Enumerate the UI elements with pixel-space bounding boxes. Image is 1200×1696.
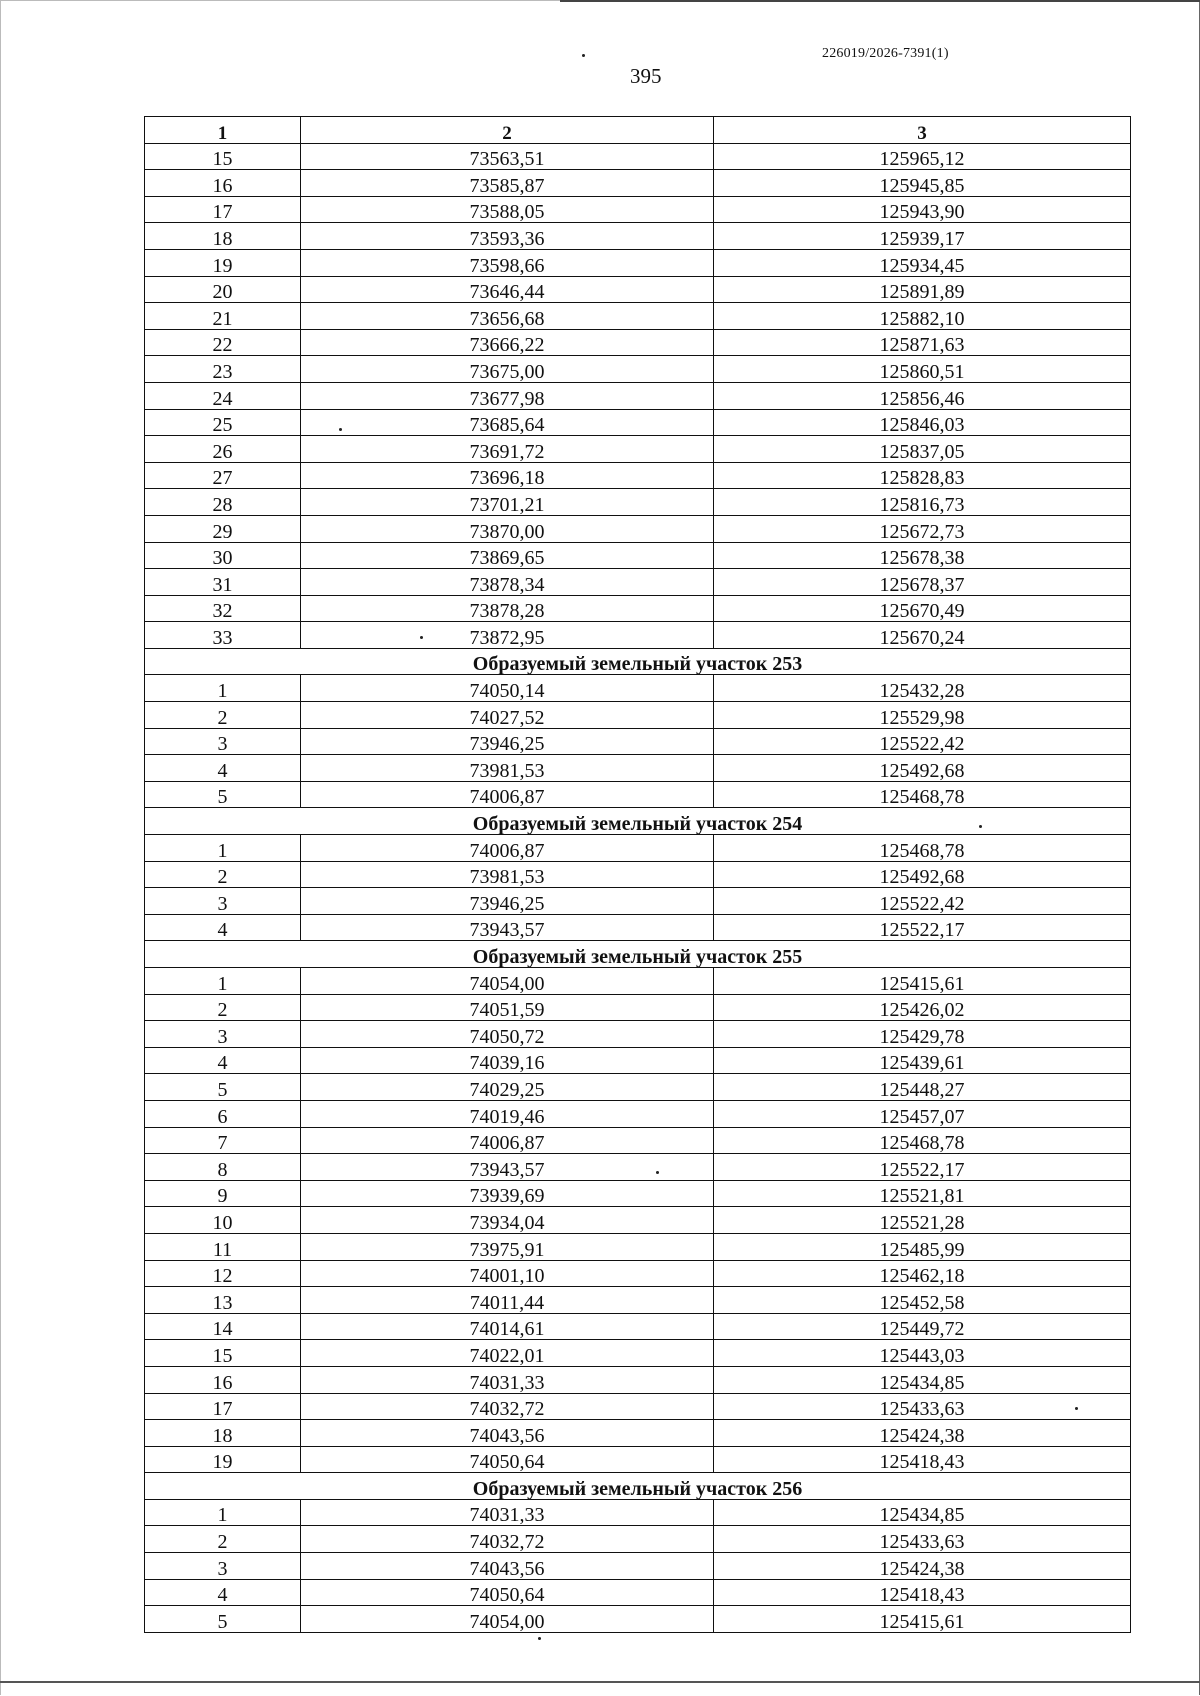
- coordinate-x-cell: 73696,18: [301, 462, 714, 489]
- table-row: [145, 223, 1131, 250]
- coordinate-y-cell: 125816,73: [714, 489, 1131, 516]
- coordinate-x-cell: 73878,28: [301, 595, 714, 622]
- point-number-cell: 23: [145, 356, 301, 383]
- scan-speck: [538, 1637, 541, 1640]
- table-row: [145, 1446, 1131, 1473]
- scan-bottom-edge: [0, 1681, 1200, 1683]
- coordinate-x-cell: 74027,52: [301, 702, 714, 729]
- coordinate-y-cell: 125943,90: [714, 196, 1131, 223]
- point-number-cell: 1: [145, 1499, 301, 1526]
- table-row: [145, 1180, 1131, 1207]
- coordinate-x-cell: 73593,36: [301, 223, 714, 250]
- section-header-row: [145, 1473, 1131, 1500]
- coordinate-y-cell: 125672,73: [714, 515, 1131, 542]
- coordinate-x-cell: 73701,21: [301, 489, 714, 516]
- point-number-cell: 16: [145, 1366, 301, 1393]
- table-row: [145, 1579, 1131, 1606]
- coordinate-x-cell: 74014,61: [301, 1313, 714, 1340]
- coordinate-y-cell: 125462,18: [714, 1260, 1131, 1287]
- table-row: [145, 515, 1131, 542]
- coordinate-y-cell: 125882,10: [714, 303, 1131, 330]
- point-number-cell: 4: [145, 914, 301, 941]
- table-row: [145, 755, 1131, 782]
- coordinate-x-cell: 74006,87: [301, 835, 714, 862]
- coordinate-y-cell: 125415,61: [714, 1606, 1131, 1633]
- table-row: [145, 1233, 1131, 1260]
- table-row: [145, 1154, 1131, 1181]
- point-number-cell: 15: [145, 143, 301, 170]
- table-row: [145, 1260, 1131, 1287]
- coordinate-x-cell: 74054,00: [301, 1606, 714, 1633]
- table-row: [145, 1340, 1131, 1367]
- table-row: [145, 303, 1131, 330]
- table-header-row: [145, 117, 1131, 144]
- coordinate-y-cell: 125939,17: [714, 223, 1131, 250]
- point-number-cell: 33: [145, 622, 301, 649]
- coordinate-x-cell: 73981,53: [301, 861, 714, 888]
- coordinate-x-cell: 74031,33: [301, 1366, 714, 1393]
- table-row: [145, 542, 1131, 569]
- table-row: [145, 888, 1131, 915]
- point-number-cell: 9: [145, 1180, 301, 1207]
- point-number-cell: 6: [145, 1100, 301, 1127]
- table-row: [145, 356, 1131, 383]
- coordinate-y-cell: 125965,12: [714, 143, 1131, 170]
- coordinate-y-cell: 125856,46: [714, 382, 1131, 409]
- coordinate-y-cell: 125846,03: [714, 409, 1131, 436]
- coordinate-x-cell: 73975,91: [301, 1233, 714, 1260]
- point-number-cell: 2: [145, 994, 301, 1021]
- table-row: [145, 702, 1131, 729]
- table-row: [145, 675, 1131, 702]
- point-number-cell: 12: [145, 1260, 301, 1287]
- point-number-cell: 3: [145, 728, 301, 755]
- coordinate-x-cell: 74043,56: [301, 1553, 714, 1580]
- table-row: [145, 1366, 1131, 1393]
- coordinate-x-cell: 73878,34: [301, 569, 714, 596]
- coordinate-x-cell: 73946,25: [301, 888, 714, 915]
- point-number-cell: 15: [145, 1340, 301, 1367]
- point-number-cell: 1: [145, 968, 301, 995]
- point-number-cell: 19: [145, 1446, 301, 1473]
- coordinate-y-cell: 125449,72: [714, 1313, 1131, 1340]
- coordinate-x-cell: 73563,51: [301, 143, 714, 170]
- table-row: [145, 143, 1131, 170]
- coordinate-y-cell: 125452,58: [714, 1287, 1131, 1314]
- coordinate-x-cell: 73666,22: [301, 329, 714, 356]
- point-number-cell: 27: [145, 462, 301, 489]
- document-number: 226019/2026-7391(1): [822, 46, 949, 61]
- table-row: [145, 382, 1131, 409]
- point-number-cell: 2: [145, 861, 301, 888]
- coordinate-y-cell: 125522,17: [714, 1154, 1131, 1181]
- point-number-cell: 16: [145, 170, 301, 197]
- coordinate-y-cell: 125434,85: [714, 1366, 1131, 1393]
- table-row: [145, 622, 1131, 649]
- table-row: [145, 329, 1131, 356]
- point-number-cell: 26: [145, 436, 301, 463]
- coordinate-y-cell: 125521,81: [714, 1180, 1131, 1207]
- coordinate-x-cell: 73943,57: [301, 1154, 714, 1181]
- column-header-2: 2: [301, 117, 714, 144]
- point-number-cell: 13: [145, 1287, 301, 1314]
- point-number-cell: 8: [145, 1154, 301, 1181]
- point-number-cell: 20: [145, 276, 301, 303]
- table-row: [145, 1287, 1131, 1314]
- scan-top-edge: [560, 0, 1200, 2]
- point-number-cell: 17: [145, 196, 301, 223]
- coordinate-x-cell: 74050,64: [301, 1446, 714, 1473]
- point-number-cell: 3: [145, 1021, 301, 1048]
- coordinate-x-cell: 73598,66: [301, 249, 714, 276]
- coordinate-y-cell: 125424,38: [714, 1420, 1131, 1447]
- coordinate-y-cell: 125934,45: [714, 249, 1131, 276]
- point-number-cell: 4: [145, 755, 301, 782]
- coordinate-x-cell: 73685,64: [301, 409, 714, 436]
- point-number-cell: 24: [145, 382, 301, 409]
- coordinate-y-cell: 125468,78: [714, 1127, 1131, 1154]
- coordinate-y-cell: 125891,89: [714, 276, 1131, 303]
- table-row: [145, 1207, 1131, 1234]
- coordinate-x-cell: 74032,72: [301, 1393, 714, 1420]
- section-title: Образуемый земельный участок 255: [145, 941, 1131, 968]
- point-number-cell: 28: [145, 489, 301, 516]
- coordinate-x-cell: 73981,53: [301, 755, 714, 782]
- coordinate-x-cell: 73675,00: [301, 356, 714, 383]
- point-number-cell: 5: [145, 1606, 301, 1633]
- coordinate-y-cell: 125529,98: [714, 702, 1131, 729]
- table-row: [145, 914, 1131, 941]
- coordinate-x-cell: 73585,87: [301, 170, 714, 197]
- table-row: [145, 170, 1131, 197]
- coordinate-y-cell: 125871,63: [714, 329, 1131, 356]
- table-row: [145, 1047, 1131, 1074]
- table-row: [145, 1313, 1131, 1340]
- table-row: [145, 1420, 1131, 1447]
- point-number-cell: 32: [145, 595, 301, 622]
- coordinate-y-cell: 125457,07: [714, 1100, 1131, 1127]
- page-number: 395: [630, 64, 662, 88]
- point-number-cell: 3: [145, 1553, 301, 1580]
- section-header-row: [145, 808, 1131, 835]
- coordinate-x-cell: 74001,10: [301, 1260, 714, 1287]
- coordinate-x-cell: 74050,14: [301, 675, 714, 702]
- coordinate-x-cell: 74031,33: [301, 1499, 714, 1526]
- point-number-cell: 17: [145, 1393, 301, 1420]
- coordinate-x-cell: 74032,72: [301, 1526, 714, 1553]
- coordinate-y-cell: 125439,61: [714, 1047, 1131, 1074]
- table-row: [145, 994, 1131, 1021]
- table-row: [145, 861, 1131, 888]
- table-row: [145, 728, 1131, 755]
- coordinate-y-cell: 125522,42: [714, 888, 1131, 915]
- coordinate-x-cell: 73646,44: [301, 276, 714, 303]
- table-row: [145, 276, 1131, 303]
- coordinate-y-cell: 125522,42: [714, 728, 1131, 755]
- section-title: Образуемый земельный участок 254: [145, 808, 1131, 835]
- coordinate-y-cell: 125678,38: [714, 542, 1131, 569]
- point-number-cell: 30: [145, 542, 301, 569]
- table-row: [145, 196, 1131, 223]
- coordinate-x-cell: 74029,25: [301, 1074, 714, 1101]
- scan-speck: [582, 54, 585, 57]
- column-header-3: 3: [714, 117, 1131, 144]
- coordinate-x-cell: 74039,16: [301, 1047, 714, 1074]
- coordinate-y-cell: 125522,17: [714, 914, 1131, 941]
- coordinate-y-cell: 125670,49: [714, 595, 1131, 622]
- coordinate-y-cell: 125433,63: [714, 1526, 1131, 1553]
- coordinate-x-cell: 73934,04: [301, 1207, 714, 1234]
- point-number-cell: 10: [145, 1207, 301, 1234]
- coordinate-x-cell: 73946,25: [301, 728, 714, 755]
- point-number-cell: 4: [145, 1047, 301, 1074]
- coordinate-x-cell: 74022,01: [301, 1340, 714, 1367]
- table-row: [145, 781, 1131, 808]
- section-title: Образуемый земельный участок 253: [145, 648, 1131, 675]
- point-number-cell: 7: [145, 1127, 301, 1154]
- coordinate-x-cell: 73869,65: [301, 542, 714, 569]
- coordinate-y-cell: 125492,68: [714, 755, 1131, 782]
- coordinate-y-cell: 125468,78: [714, 835, 1131, 862]
- table-row: [145, 595, 1131, 622]
- table-row: [145, 249, 1131, 276]
- table-row: [145, 462, 1131, 489]
- table-row: [145, 1021, 1131, 1048]
- coordinate-y-cell: 125837,05: [714, 436, 1131, 463]
- table-row: [145, 1100, 1131, 1127]
- coordinate-x-cell: 73677,98: [301, 382, 714, 409]
- coordinate-y-cell: 125418,43: [714, 1446, 1131, 1473]
- coordinate-x-cell: 74054,00: [301, 968, 714, 995]
- point-number-cell: 14: [145, 1313, 301, 1340]
- coordinate-x-cell: 73939,69: [301, 1180, 714, 1207]
- coordinate-x-cell: 73588,05: [301, 196, 714, 223]
- coordinate-y-cell: 125434,85: [714, 1499, 1131, 1526]
- table-row: [145, 968, 1131, 995]
- column-header-1: 1: [145, 117, 301, 144]
- point-number-cell: 1: [145, 675, 301, 702]
- coordinate-y-cell: 125415,61: [714, 968, 1131, 995]
- coordinate-y-cell: 125492,68: [714, 861, 1131, 888]
- point-number-cell: 1: [145, 835, 301, 862]
- point-number-cell: 2: [145, 702, 301, 729]
- table-row: [145, 1393, 1131, 1420]
- coordinate-y-cell: 125521,28: [714, 1207, 1131, 1234]
- coordinate-x-cell: 73943,57: [301, 914, 714, 941]
- table-row: [145, 1553, 1131, 1580]
- table-row: [145, 489, 1131, 516]
- section-header-row: [145, 648, 1131, 675]
- coordinate-x-cell: 74011,44: [301, 1287, 714, 1314]
- table-row: [145, 835, 1131, 862]
- coordinate-y-cell: 125670,24: [714, 622, 1131, 649]
- coordinate-y-cell: 125485,99: [714, 1233, 1131, 1260]
- coordinate-y-cell: 125945,85: [714, 170, 1131, 197]
- point-number-cell: 29: [145, 515, 301, 542]
- table-row: [145, 1526, 1131, 1553]
- coordinate-y-cell: 125433,63: [714, 1393, 1131, 1420]
- coordinate-x-cell: 74050,64: [301, 1579, 714, 1606]
- table-row: [145, 1606, 1131, 1633]
- point-number-cell: 5: [145, 1074, 301, 1101]
- coordinate-y-cell: 125468,78: [714, 781, 1131, 808]
- coordinate-y-cell: 125432,28: [714, 675, 1131, 702]
- point-number-cell: 19: [145, 249, 301, 276]
- point-number-cell: 18: [145, 223, 301, 250]
- point-number-cell: 2: [145, 1526, 301, 1553]
- point-number-cell: 4: [145, 1579, 301, 1606]
- coordinate-y-cell: 125424,38: [714, 1553, 1131, 1580]
- table-row: [145, 409, 1131, 436]
- coordinate-x-cell: 73872,95: [301, 622, 714, 649]
- coordinate-x-cell: 73870,00: [301, 515, 714, 542]
- point-number-cell: 3: [145, 888, 301, 915]
- point-number-cell: 11: [145, 1233, 301, 1260]
- coordinate-y-cell: 125443,03: [714, 1340, 1131, 1367]
- point-number-cell: 31: [145, 569, 301, 596]
- coordinate-y-cell: 125429,78: [714, 1021, 1131, 1048]
- coordinate-x-cell: 73691,72: [301, 436, 714, 463]
- point-number-cell: 21: [145, 303, 301, 330]
- coordinate-x-cell: 74051,59: [301, 994, 714, 1021]
- table-row: [145, 569, 1131, 596]
- point-number-cell: 5: [145, 781, 301, 808]
- section-header-row: [145, 941, 1131, 968]
- coordinate-y-cell: 125448,27: [714, 1074, 1131, 1101]
- coordinate-y-cell: 125426,02: [714, 994, 1131, 1021]
- coordinate-y-cell: 125418,43: [714, 1579, 1131, 1606]
- point-number-cell: 22: [145, 329, 301, 356]
- point-number-cell: 25: [145, 409, 301, 436]
- coordinate-x-cell: 74006,87: [301, 781, 714, 808]
- table-row: [145, 1074, 1131, 1101]
- coordinate-y-cell: 125860,51: [714, 356, 1131, 383]
- coordinate-y-cell: 125828,83: [714, 462, 1131, 489]
- coordinate-x-cell: 74019,46: [301, 1100, 714, 1127]
- coordinate-x-cell: 74050,72: [301, 1021, 714, 1048]
- point-number-cell: 18: [145, 1420, 301, 1447]
- section-title: Образуемый земельный участок 256: [145, 1473, 1131, 1500]
- table-body: [145, 143, 1131, 1632]
- coordinate-x-cell: 74006,87: [301, 1127, 714, 1154]
- coordinates-table: [144, 116, 1131, 1633]
- coordinate-x-cell: 74043,56: [301, 1420, 714, 1447]
- table-row: [145, 1499, 1131, 1526]
- table-row: [145, 1127, 1131, 1154]
- coordinate-y-cell: 125678,37: [714, 569, 1131, 596]
- coordinate-x-cell: 73656,68: [301, 303, 714, 330]
- table-row: [145, 436, 1131, 463]
